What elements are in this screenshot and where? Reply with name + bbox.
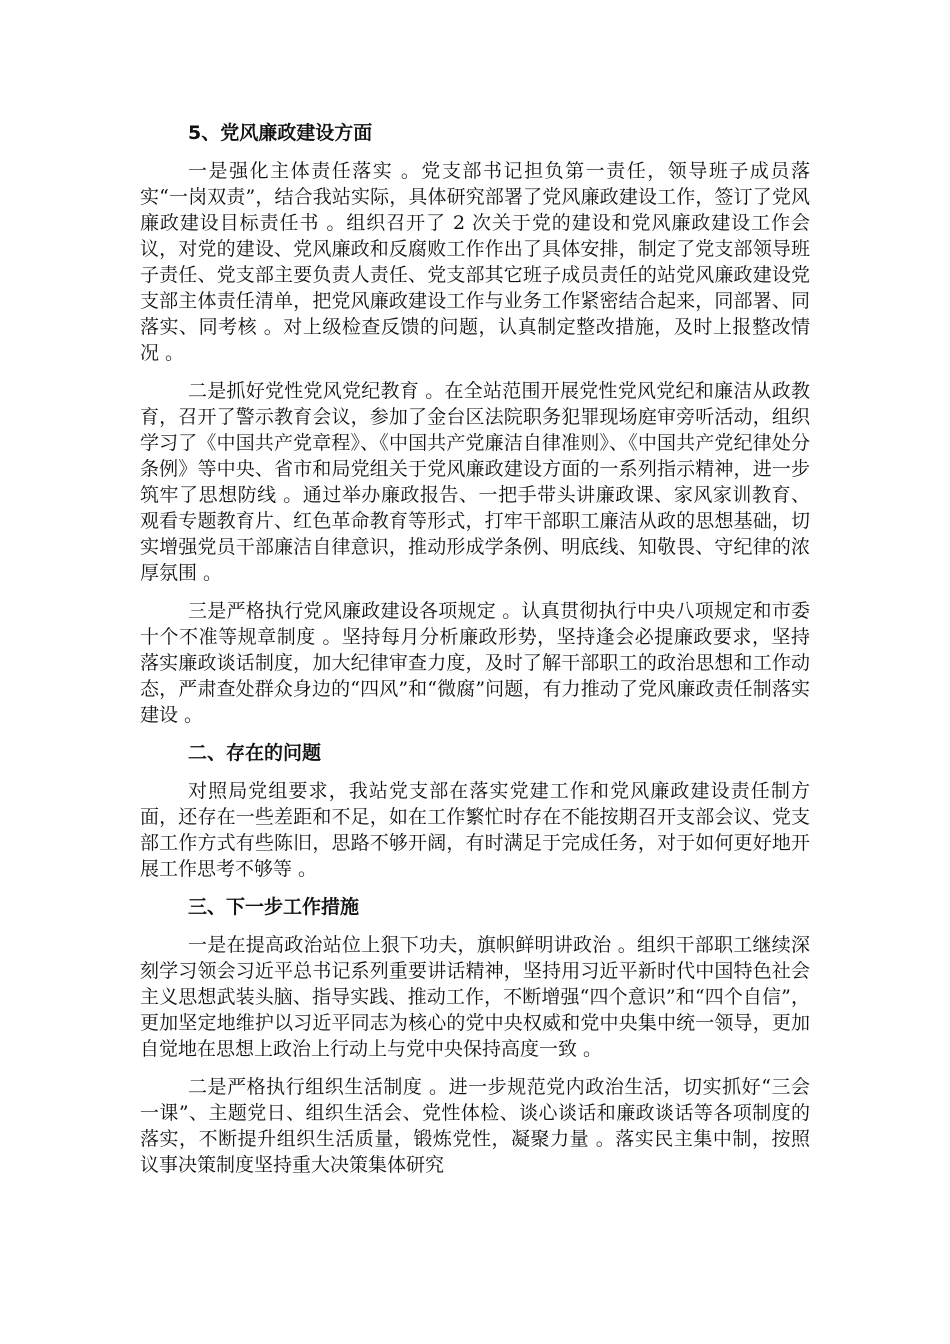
section-heading: 三、下一步工作措施 [188,896,360,918]
section-next-steps [140,894,810,1178]
section-existing-problems [140,740,810,882]
document-page [140,120,810,1190]
section-heading: 5、党风廉政建设方面 [188,122,373,144]
paragraph: 二是严格执行组织生活制度 。进一步规范党内政治生活，切实抓好“三会一课”、主题党日、组织生活会、党性体检、谈心谈话和廉政谈话等各项制度的落实，不断提升组织生活质量，锻炼党性，凝聚力量 。落实民主集中制，按照议事决策制度坚持重大决策集体研究 [140,1076,810,1176]
paragraph: 对照局党组要求，我站党支部在落实党建工作和党风廉政建设责任制方面，还存在一些差距和不足，如在工作繁忙时存在不能按期召开支部会议、党支部工作方式有些陈旧，思路不够开阔，有时满足于完成任务，对于如何更好地开展工作思考不够等 。 [140,780,810,880]
paragraph: 三是严格执行党风廉政建设各项规定 。认真贯彻执行中央八项规定和市委十个不准等规章制度 。坚持每月分析廉政形势，坚持逢会必提廉政要求，坚持落实廉政谈话制度，加大纪律审查力度，及时了解干部职工的政治思想和工作动态，严肃查处群众身边的“四风”和“微腐”问题，有力推动了党风廉政责任制落实建设 。 [140,600,810,726]
section-heading: 二、存在的问题 [188,742,322,764]
paragraph: 一是在提高政治站位上狠下功夫，旗帜鲜明讲政治 。组织干部职工继续深刻学习领会习近平总书记系列重要讲话精神，坚持用习近平新时代中国特色社会主义思想武装头脑、指导实践、推动工作，不断增强“四个意识”和“四个自信”，更加坚定地维护以习近平同志为核心的党中央权威和党中央集中统一领导，更加自觉地在思想上政治上行动上与党中央保持高度一致 。 [140,934,810,1060]
paragraph: 二是抓好党性党风党纪教育 。在全站范围开展党性党风党纪和廉洁从政教育，召开了警示教育会议，参加了金台区法院职务犯罪现场庭审旁听活动，组织学习了《中国共产党章程》、《中国共产党廉洁自律准则》、《中国共产党纪律处分条例》等中央、省市和局党组关于党风廉政建设方面的一系列指示精神，进一步筑牢了思想防线 。通过举办廉政报告、一把手带头讲廉政课、家风家训教育、观看专题教育片、红色革命教育等形式，打牢干部职工廉洁从政的思想基础，切实增强党员干部廉洁自律意识，推动形成学条例、明底线、知敬畏、守纪律的浓厚氛围 。 [140,380,810,584]
paragraph: 一是强化主体责任落实 。党支部书记担负第一责任，领导班子成员落实“一岗双责”，结合我站实际，具体研究部署了党风廉政建设工作，签订了党风廉政建设目标责任书 。组织召开了 2 次关于党的建设和党风廉政建设工作会议，对党的建设、党风廉政和反腐败工作作出了具体安排，制定了党支部领导班子责任、党支部主要负责人责任、党支部其它班子成员责任的站党风廉政建设党支部主体责任清单，把党风廉政建设工作与业务工作紧密结合起来，同部署、同落实、同考核 。对上级检查反馈的问题，认真制定整改措施，及时上报整改情况 。 [140,160,810,364]
section-party-integrity [140,120,810,728]
